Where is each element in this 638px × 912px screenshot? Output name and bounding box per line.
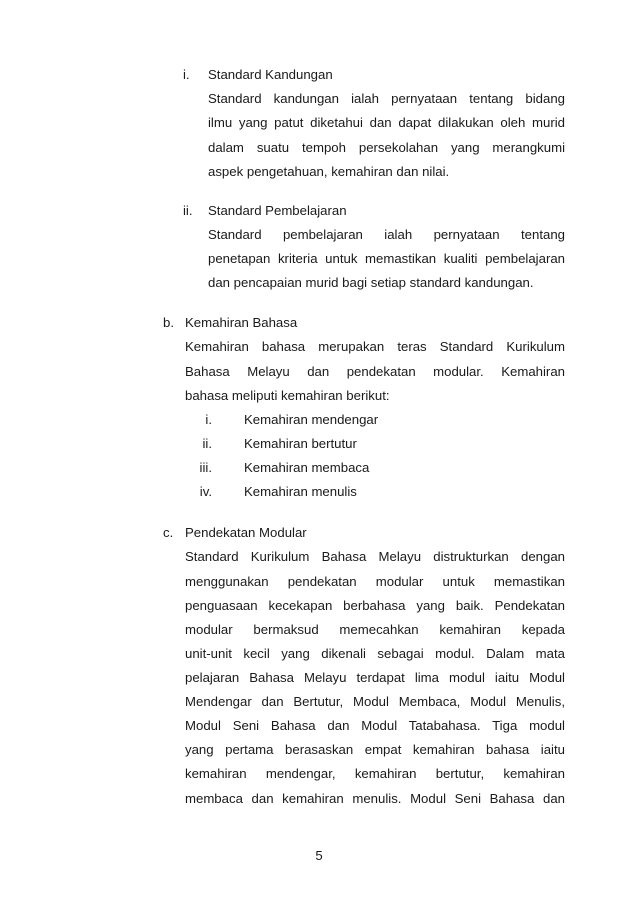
section-c-line-3: penguasaan kecekapan berbahasa yang baik. Pendekatan — [185, 598, 565, 613]
skill-text-2: Kemahiran bertutur — [244, 436, 357, 451]
skill-marker-1: i. — [205, 412, 212, 427]
item-ii-line-1: Standard pembelajaran ialah pernyataan tentang — [208, 227, 565, 242]
section-b-line-3: bahasa meliputi kemahiran berikut: — [185, 388, 390, 403]
section-c-line-1: Standard Kurikulum Bahasa Melayu distrukturkan dengan — [185, 549, 565, 564]
skill-text-4: Kemahiran menulis — [244, 484, 357, 499]
item-ii-title: Standard Pembelajaran — [208, 203, 347, 218]
section-c-line-5: unit-unit kecil yang dikenali sebagai modul. Dalam mata — [185, 646, 565, 661]
item-ii-marker: ii. — [183, 203, 193, 218]
section-b-line-1: Kemahiran bahasa merupakan teras Standard Kurikulum — [185, 339, 565, 354]
page-number: 5 — [315, 848, 323, 863]
section-c-line-4: modular bermaksud memecahkan kemahiran kepada — [185, 622, 565, 637]
item-i-line-4: aspek pengetahuan, kemahiran dan nilai. — [208, 164, 450, 179]
section-b-title: Kemahiran Bahasa — [185, 315, 298, 330]
item-i-line-3: dalam suatu tempoh persekolahan yang merangkumi — [208, 140, 565, 155]
skill-marker-3: iii. — [199, 460, 212, 475]
section-c-line-6: pelajaran Bahasa Melayu terdapat lima modul iaitu Modul — [185, 670, 565, 685]
section-c-marker: c. — [163, 525, 174, 540]
skill-marker-2: ii. — [202, 436, 212, 451]
item-i-title: Standard Kandungan — [208, 67, 333, 82]
section-c-title: Pendekatan Modular — [185, 525, 307, 540]
section-c-line-9: yang pertama berasaskan empat kemahiran bahasa iaitu — [185, 742, 565, 757]
section-b-line-2: Bahasa Melayu dan pendekatan modular. Kemahiran — [185, 364, 565, 379]
section-c-line-11: membaca dan kemahiran menulis. Modul Seni Bahasa dan — [185, 791, 565, 806]
item-ii-line-3: dan pencapaian murid bagi setiap standard kandungan. — [208, 275, 534, 290]
section-c-line-10: kemahiran mendengar, kemahiran bertutur, kemahiran — [185, 766, 565, 781]
section-c-line-7: Mendengar dan Bertutur, Modul Membaca, Modul Menulis, — [185, 694, 565, 709]
section-c-line-8: Modul Seni Bahasa dan Modul Tatabahasa. Tiga modul — [185, 718, 565, 733]
skill-text-3: Kemahiran membaca — [244, 460, 370, 475]
skill-marker-4: iv. — [199, 484, 212, 499]
item-i-marker: i. — [183, 67, 190, 82]
item-ii-line-2: penetapan kriteria untuk memastikan kualiti pembelajaran — [208, 251, 565, 266]
item-i-line-1: Standard kandungan ialah pernyataan tentang bidang — [208, 91, 565, 106]
section-b-marker: b. — [163, 315, 174, 330]
section-c-line-2: menggunakan pendekatan modular untuk memastikan — [185, 574, 565, 589]
item-i-line-2: ilmu yang patut diketahui dan dapat dilakukan oleh murid — [208, 115, 565, 130]
skill-text-1: Kemahiran mendengar — [244, 412, 379, 427]
